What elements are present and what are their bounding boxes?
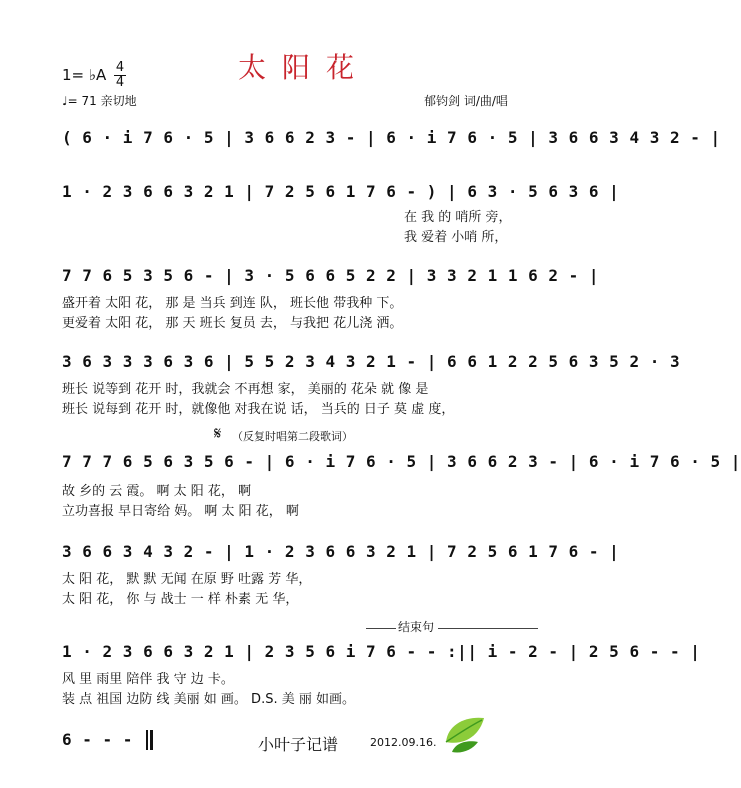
- lyrics-row-2-verse-2: 我 爱着 小哨 所，: [404, 230, 508, 245]
- ending-bracket-right: [438, 628, 538, 629]
- tempo-marking: ♩= 71 亲切地: [62, 94, 137, 108]
- lyrics-row-5-verse-2: 立功喜报 早日寄给 妈。 啊 太 阳 花， 啊: [62, 504, 299, 519]
- lyrics-row-5-verse-1: 故 乡的 云 霞。 啊 太 阳 花， 啊: [62, 484, 252, 499]
- lyrics-row-2-verse-1: 在 我 的 哨所 旁，: [404, 210, 512, 225]
- ending-bracket-left: [366, 628, 396, 629]
- song-title: 太阳花: [237, 51, 370, 84]
- segno-sign: 𝄋: [214, 424, 222, 444]
- date: 2012.09.16.: [370, 736, 437, 749]
- key-signature: 1= ♭A: [62, 66, 107, 84]
- final-barline-thick: [150, 730, 153, 750]
- lyrics-row-4-verse-1: 班长 说等到 花开 时，我就会 不再想 家， 美丽的 花朵 就 像 是: [62, 382, 429, 397]
- final-barline-thin: [146, 730, 148, 750]
- meter-top: 4: [115, 60, 125, 75]
- notation-row-6: 3 6 6 3 4 3 2 - | 1 · 2 3 6 6 3 2 1 | 7 2 5 6 1 7 6 - |: [62, 542, 620, 561]
- notation-row-5: 7 7 7 6 5 6 3 5 6 - | 6 · i 7 6 · 5 | 3 6 6 2 3 - | 6 · i 7 6 · 5 |: [62, 452, 741, 471]
- credits: 郁钧剑 词/曲/唱: [424, 94, 508, 108]
- notation-row-7: 1 · 2 3 6 6 3 2 1 | 2 3 5 6 i 7 6 - - :|| i - 2 - | 2 5 6 - - |: [62, 642, 701, 661]
- segno-note: （反复时唱第二段歌词）: [232, 430, 353, 443]
- lyrics-row-7-verse-1: 风 里 雨里 陪伴 我 守 边 卡。: [62, 672, 234, 687]
- lyrics-row-3-verse-1: 盛开着 太阳 花， 那 是 当兵 到连 队， 班长他 带我种 下。: [62, 296, 403, 311]
- lyrics-row-3-verse-2: 更爱着 太阳 花， 那 天 班长 复员 去， 与我把 花儿浇 洒。: [62, 316, 403, 331]
- ending-label: 结束句: [398, 620, 435, 634]
- notation-row-1: ( 6 · i 7 6 · 5 | 3 6 6 2 3 - | 6 · i 7 6 · 5 | 3 6 6 3 4 3 2 - |: [62, 128, 721, 147]
- lyrics-row-6-verse-2: 太 阳 花， 你 与 战士 一 样 朴素 无 华，: [62, 592, 299, 607]
- lyrics-row-7-verse-2: 装 点 祖国 边防 线 美丽 如 画。 D.S. 美 丽 如画。: [62, 692, 355, 707]
- notation-row-3: 7 7 6 5 3 5 6 - | 3 · 5 6 6 5 2 2 | 3 3 2 1 1 6 2 - |: [62, 266, 600, 285]
- signature: 小叶子记谱: [258, 735, 339, 754]
- lyrics-row-4-verse-2: 班长 说每到 花开 时，就像他 对我在说 话， 当兵的 日子 莫 虚 度，: [62, 402, 455, 417]
- leaf-icon: [438, 712, 490, 756]
- time-signature: [114, 62, 126, 89]
- meter-bottom: 4: [115, 75, 125, 90]
- notation-row-8: 6 - - -: [62, 730, 133, 749]
- lyrics-row-6-verse-1: 太 阳 花， 默 默 无闻 在原 野 吐露 芳 华，: [62, 572, 312, 587]
- notation-row-2: 1 · 2 3 6 6 3 2 1 | 7 2 5 6 1 7 6 - ) | 6 3 · 5 6 3 6 |: [62, 182, 620, 201]
- notation-row-4: 3 6 3 3 3 6 3 6 | 5 5 2 3 4 3 2 1 - | 6 6 1 2 2 5 6 3 5 2 · 3: [62, 352, 681, 371]
